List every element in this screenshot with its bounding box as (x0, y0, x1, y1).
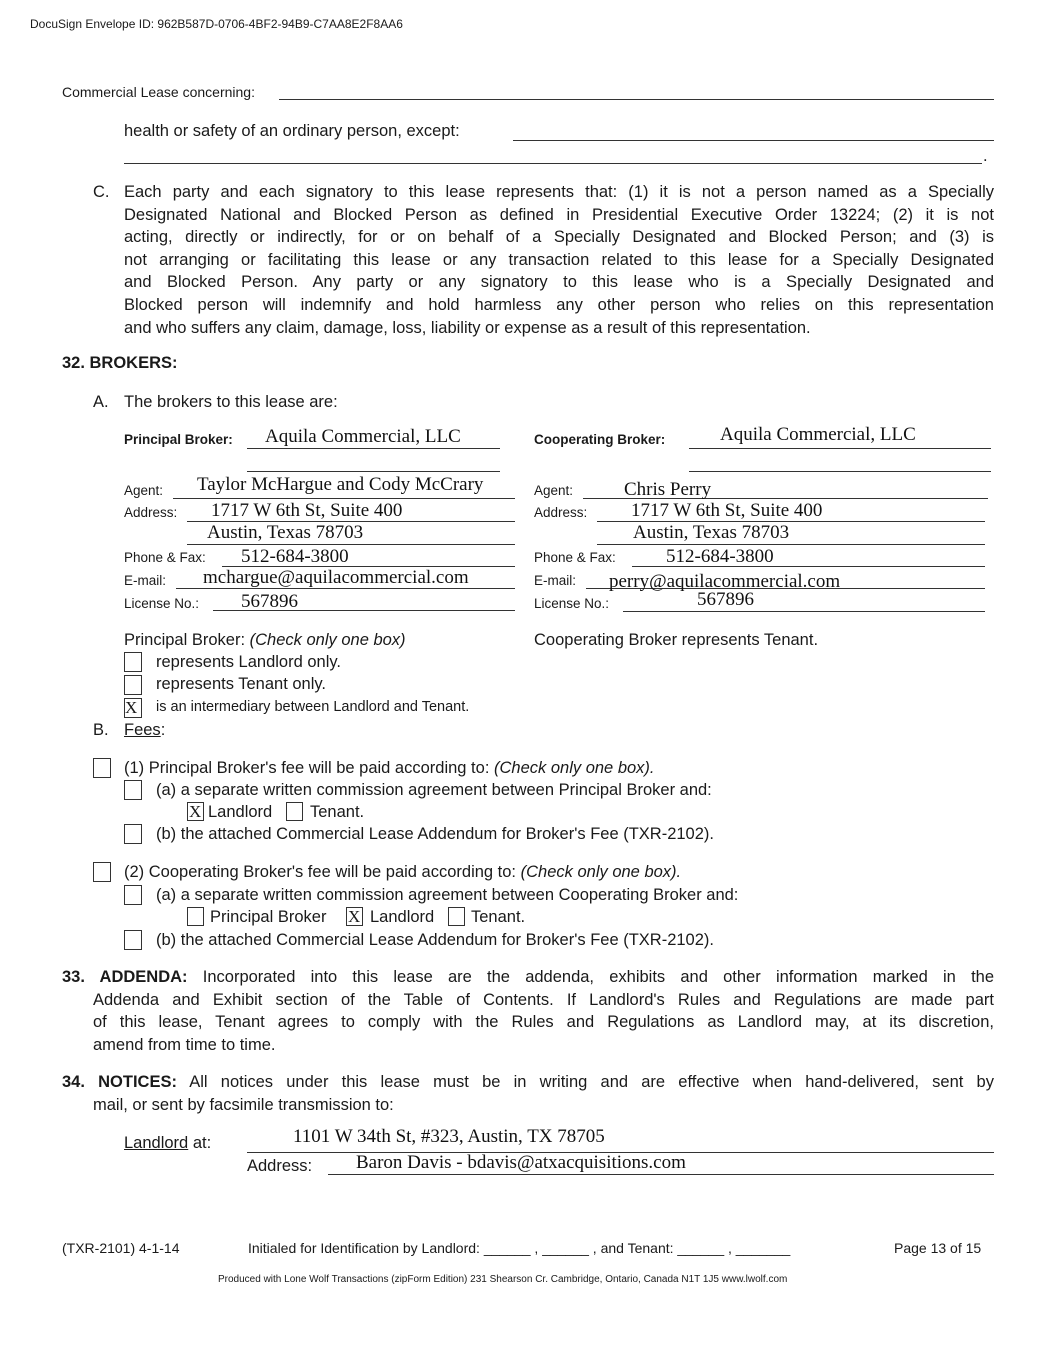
cooperating-email-label: E-mail: (534, 573, 577, 588)
principal-phone-label: Phone & Fax: (124, 550, 206, 565)
section-c-letter: C. (93, 183, 110, 201)
fee1a-text: (a) a separate written commission agreement between Principal Broker and: (156, 781, 712, 799)
principal-broker-line-2 (247, 471, 500, 472)
envelope-id: DocuSign Envelope ID: 962B587D-0706-4BF2-94B9-C7AA8E2F8AA6 (30, 17, 403, 31)
cooperating-agent-value[interactable]: Chris Perry (624, 479, 712, 500)
fees-title-wrap (124, 719, 165, 742)
except-line-2 (124, 163, 982, 164)
fees-title: Fees (124, 721, 161, 739)
initials-line: Initialed for Identification by Landlord: ______ , ______ , and Tenant: ______ , _______ (248, 1240, 791, 1256)
cooperating-license-label: License No.: (534, 596, 610, 611)
section-c-line: and who suffers any claim, damage, loss, liability or expense as a result of this representation. (124, 318, 811, 337)
brokers-heading: 32. BROKERS: (62, 354, 178, 372)
principal-address-1[interactable]: 1717 W 6th St, Suite 400 (211, 500, 403, 521)
fee2-text-wrap (124, 861, 681, 884)
landlord-address-label: Address: (247, 1157, 313, 1175)
cooperating-phone-label: Phone & Fax: (534, 550, 616, 565)
pb-check-heading (124, 629, 406, 652)
landlord-address-line-1[interactable]: 1101 W 34th St, #323, Austin, TX 78705 (293, 1126, 605, 1147)
fee2b-text: (b) the attached Commercial Lease Addendum for Broker's Fee (TXR-2102). (156, 931, 714, 949)
section-c-line: acting, directly or indirectly, for or on behalf of a Specially Designated and Blocked Person; and (3) is (124, 228, 994, 247)
principal-phone-value[interactable]: 512-684-3800 (241, 546, 349, 567)
fee1-checkbox[interactable] (93, 758, 111, 778)
section-c-line: and Blocked Person. Any party or any signatory to this lease who is a Specially Designated and (124, 273, 994, 292)
lease-concerning-line (279, 99, 994, 100)
fee1b-text: (b) the attached Commercial Lease Addendum for Broker's Fee (TXR-2102). (156, 825, 714, 843)
produced-by: Produced with Lone Wolf Transactions (zipForm Edition) 231 Shearson Cr. Cambridge, Ontario, Canada N1T 1J5 www.lwolf.com (218, 1274, 788, 1285)
principal-broker-label: Principal Broker: (124, 432, 233, 447)
principal-license-label: License No.: (124, 596, 200, 611)
cooperating-email-value[interactable]: perry@aquilacommercial.com (609, 571, 841, 592)
principal-license-value[interactable]: 567896 (241, 591, 298, 612)
fees-colon: : (160, 721, 166, 739)
fee1a-landlord-x: X (189, 802, 202, 821)
cooperating-broker-label: Cooperating Broker: (534, 432, 666, 447)
principal-broker-line (247, 448, 500, 449)
fee2a-checkbox[interactable] (124, 885, 142, 905)
addenda-heading: 33. ADDENDA: (62, 968, 188, 986)
cooperating-address-2[interactable]: Austin, Texas 78703 (633, 522, 790, 543)
page-number: Page 13 of 15 (894, 1240, 982, 1256)
cooperating-phone-value[interactable]: 512-684-3800 (666, 546, 774, 567)
landlord-line-2 (328, 1174, 994, 1175)
except-line (513, 140, 994, 141)
section-c-line: not arranging or facilitating this lease or any transaction related to this lease for a Specially Designated (124, 250, 994, 269)
brokers-a-text: The brokers to this lease are: (124, 393, 338, 411)
fee2a-landlord-label: Landlord (370, 908, 435, 926)
section-c-line: Blocked person will indemnify and hold harmless any other person who relies on this representation (124, 295, 994, 314)
addenda-line: Addenda and Exhibit section of the Table of Contents. If Landlord's Rules and Regulations are made part (93, 990, 994, 1009)
fee2-note: (Check only one box). (520, 863, 682, 881)
fee1a-tenant-checkbox[interactable] (286, 802, 303, 821)
fee2-checkbox[interactable] (93, 862, 111, 882)
period: . (983, 147, 988, 165)
fee2a-principal-checkbox[interactable] (187, 907, 204, 926)
health-safety-text: health or safety of an ordinary person, except: (124, 122, 460, 140)
principal-address-line-2 (187, 544, 515, 545)
addenda-line: 33. ADDENDA: Incorporated into this lease are the addenda, exhibits and other information marked in the (62, 968, 995, 986)
principal-email-label: E-mail: (124, 573, 167, 588)
notices-line: 34. NOTICES: All notices under this lease must be in writing and are effective when hand-delivered, sent by (62, 1073, 994, 1091)
form-id: (TXR-2101) 4-1-14 (62, 1240, 180, 1256)
coop-represents-text: Cooperating Broker represents Tenant. (534, 631, 819, 649)
fee1a-checkbox[interactable] (124, 780, 142, 800)
notices-heading: 34. NOTICES: (62, 1073, 177, 1091)
pb-landlord-checkbox[interactable] (124, 652, 142, 672)
cooperating-address-1[interactable]: 1717 W 6th St, Suite 400 (631, 500, 823, 521)
fee1a-landlord-label: Landlord (208, 803, 273, 821)
section-c-paragraph (124, 181, 994, 339)
fee2a-principal-label: Principal Broker (210, 908, 327, 926)
landlord-label: Landlord (124, 1134, 189, 1152)
principal-agent-label: Agent: (124, 483, 164, 498)
cooperating-agent-label: Agent: (534, 483, 574, 498)
cooperating-license-line (623, 611, 985, 612)
principal-email-value[interactable]: mchargue@aquilacommercial.com (203, 567, 469, 588)
landlord-at: at: (192, 1134, 212, 1152)
fee1-text: (1) Principal Broker's fee will be paid according to: (124, 759, 490, 777)
fees-letter: B. (93, 721, 109, 739)
pb-intermediary-x: X (125, 698, 138, 717)
fee2-text: (2) Cooperating Broker's fee will be paid according to: (124, 863, 517, 881)
cooperating-broker-line-2 (689, 471, 991, 472)
cooperating-license-value[interactable]: 567896 (697, 589, 754, 610)
principal-address-label: Address: (124, 505, 178, 520)
pb-intermediary-label: is an intermediary between Landlord and Tenant. (156, 699, 470, 715)
section-c-line: Each party and each signatory to this lease represents that: (1) it is not a person named as a Specially (124, 183, 994, 201)
fee2a-landlord-x: X (348, 907, 361, 926)
addenda-paragraph (62, 966, 994, 1056)
pb-tenant-checkbox[interactable] (124, 675, 142, 695)
cooperating-address-label: Address: (534, 505, 588, 520)
cooperating-broker-line (689, 448, 991, 449)
addenda-line: of this lease, Tenant agrees to comply with the Rules and Regulations as Landlord may, at its discretion, (93, 1013, 994, 1032)
brokers-a-letter: A. (93, 393, 109, 411)
notices-paragraph (62, 1071, 994, 1116)
addenda-line: amend from time to time. (93, 1035, 276, 1054)
commercial-lease-label: Commercial Lease concerning: (62, 84, 255, 100)
fee2b-checkbox[interactable] (124, 930, 142, 950)
fee1-note: (Check only one box). (494, 759, 655, 777)
principal-broker-name[interactable]: Aquila Commercial, LLC (265, 426, 461, 447)
fee2a-tenant-checkbox[interactable] (448, 907, 465, 926)
landlord-address-line-2[interactable]: Baron Davis - bdavis@atxacquisitions.com (356, 1152, 686, 1173)
principal-address-2[interactable]: Austin, Texas 78703 (207, 522, 364, 543)
fee2a-tenant-label: Tenant. (471, 908, 526, 926)
fee1a-tenant-label: Tenant. (310, 803, 365, 821)
pb-landlord-label: represents Landlord only. (156, 653, 341, 671)
notices-line: mail, or sent by facsimile transmission to: (93, 1095, 394, 1114)
principal-agent-line (173, 498, 515, 499)
cooperating-broker-name[interactable]: Aquila Commercial, LLC (720, 424, 916, 445)
pb-check-note: (Check only one box) (249, 631, 406, 649)
fee1-text-wrap (124, 757, 655, 780)
fee2a-text: (a) a separate written commission agreement between Cooperating Broker and: (156, 886, 739, 904)
fee1b-checkbox[interactable] (124, 824, 142, 844)
principal-agent-value[interactable]: Taylor McHargue and Cody McCrary (197, 474, 484, 495)
cooperating-address-line-2 (597, 544, 985, 545)
landlord-at-wrap (124, 1132, 211, 1155)
section-c-line: Designated National and Blocked Person as defined in Presidential Executive Order 13224; (2) it is not (124, 205, 994, 224)
pb-check-prefix: Principal Broker: (124, 631, 246, 649)
pb-tenant-label: represents Tenant only. (156, 675, 326, 693)
